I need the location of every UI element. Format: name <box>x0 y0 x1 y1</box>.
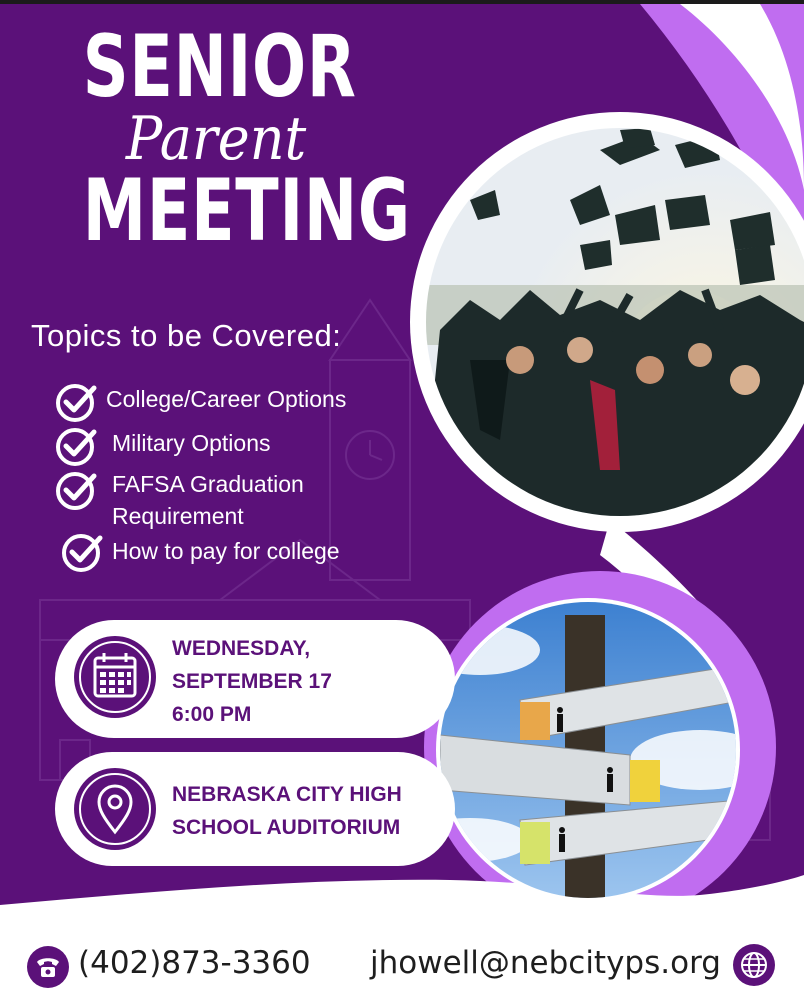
location-line2: SCHOOL AUDITORIUM <box>172 816 401 839</box>
check-circle-icon <box>60 530 104 574</box>
date-weekday: WEDNESDAY, <box>172 637 311 660</box>
location-pin-icon <box>72 766 158 852</box>
topic-item: FAFSA Graduation <box>112 471 304 497</box>
topics-heading: Topics to be Covered: <box>31 318 342 353</box>
topic-item: How to pay for college <box>112 538 340 564</box>
calendar-icon <box>72 634 158 720</box>
phone-icon <box>26 945 70 989</box>
check-circle-icon <box>54 468 98 512</box>
topic-item: Military Options <box>112 430 271 456</box>
date-day: SEPTEMBER 17 <box>172 670 332 693</box>
check-circle-icon <box>54 380 98 424</box>
phone-number[interactable]: (402)873-3360 <box>78 945 311 981</box>
location-line1: NEBRASKA CITY HIGH <box>172 783 402 806</box>
title-senior: SENIOR <box>82 17 357 117</box>
email-address[interactable]: jhowell@nebcityps.org <box>370 945 721 981</box>
check-circle-icon <box>54 424 98 468</box>
title-block <box>36 17 411 261</box>
topic-item: Requirement <box>112 503 244 529</box>
title-parent: Parent <box>125 104 307 174</box>
globe-icon <box>732 943 776 987</box>
title-meeting: MEETING <box>82 161 411 261</box>
date-time: 6:00 PM <box>172 703 252 726</box>
topic-item: College/Career Options <box>106 386 347 412</box>
